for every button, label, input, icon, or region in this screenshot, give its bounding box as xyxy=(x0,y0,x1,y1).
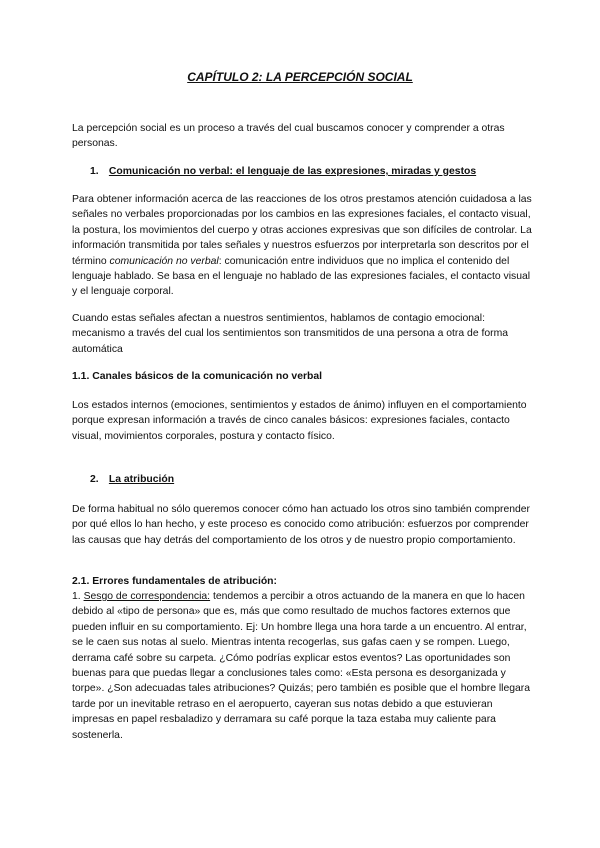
subsection-2-1-heading: 2.1. Errores fundamentales de atribución: xyxy=(72,576,277,587)
item-1-number: 1. xyxy=(72,591,81,602)
section-1-paragraph-1-text-a: Para obtener información acerca de las reacciones de los otros prestamos atención cuidadosa a las señales no verbales proporcionadas por los cambios en las expresiones faciales, el contacto visual, la postura, los movimientos del cuerpo y otras acciones expresivas que son difíciles de controlar. La información transmitida por tales señales y nuestros esfuerzos por interpretarla son descritos por el término xyxy=(72,194,532,267)
section-2-title: La atribución xyxy=(108,474,175,485)
subsection-2-1-item-1 xyxy=(72,589,532,743)
section-1-paragraph-1-term: comunicación no verbal xyxy=(109,255,219,267)
section-1-title: Comunicación no verbal: el lenguaje de las expresiones, miradas y gestos xyxy=(108,166,477,177)
section-1-paragraph-1 xyxy=(72,192,532,300)
chapter-title: CAPÍTULO 2: LA PERCEPCIÓN SOCIAL xyxy=(187,70,413,84)
item-1-term: Sesgo de correspondencia: xyxy=(83,591,211,602)
item-1-text: tendemos a percibir a otros actuando de la manera en que lo hacen debido al «tipo de persona» que es, más que como resultado de muchos factores externos que pueden influir en su comportamiento. Ej: Un hombre llega una hora tarde a un encuentro. Al entrar, se le caen sus notas al suelo. Mientras intenta recogerlas, sus gafas caen y se rompen. Luego, derrama café sobre su carpeta. ¿Cómo podrías explicar estos eventos? Las oportunidades son buenas para que puedas llegar a conclusiones tales como: «Esta persona es desorganizada y torpe». ¿Son adecuadas tales atribuciones? Quizás; pero también es posible que el hombre llegara tarde por un inevitable retraso en el aeropuerto, cayeran sus notas debido a que estuvieran impresas en papel resbaladizo y derramara su café porque la taza estaba muy caliente para sostenerla. xyxy=(72,591,531,741)
section-1-number: 1. xyxy=(90,166,99,177)
subsection-1-1-paragraph: Los estados internos (emociones, sentimientos y estados de ánimo) influyen en el comportamiento porque expresan información a través de cinco canales básicos: expresiones faciales, contacto visual, movimientos corporales, postura y contacto físico. xyxy=(72,400,527,442)
subsection-1-1-heading: 1.1. Canales básicos de la comunicación no verbal xyxy=(72,371,323,382)
section-1-heading xyxy=(90,164,476,179)
section-2-paragraph-1: De forma habitual no sólo queremos conocer cómo han actuado los otros sino también comprender por qué ellos lo han hecho, y este proceso es conocido como atribución: esfuerzos por comprender las causas que hay detrás del comportamiento de los otros y de nuestro propio comportamiento. xyxy=(72,504,531,546)
section-1-paragraph-1-text-b: : comunicación entre individuos que no implica el contenido del lenguaje hablado. Se basa en el lenguaje no hablado de las expresiones faciales, el contacto visual y el lenguaje corporal. xyxy=(72,255,531,298)
section-2-number: 2. xyxy=(90,474,99,485)
section-2-heading xyxy=(90,472,174,487)
section-1-paragraph-2: Cuando estas señales afectan a nuestros sentimientos, hablamos de contagio emocional: mecanismo a través del cual los sentimientos son transmitidos de una persona a otra de forma automática xyxy=(72,313,509,355)
intro-paragraph: La percepción social es un proceso a través del cual buscamos conocer y comprender a otras personas. xyxy=(72,123,505,150)
